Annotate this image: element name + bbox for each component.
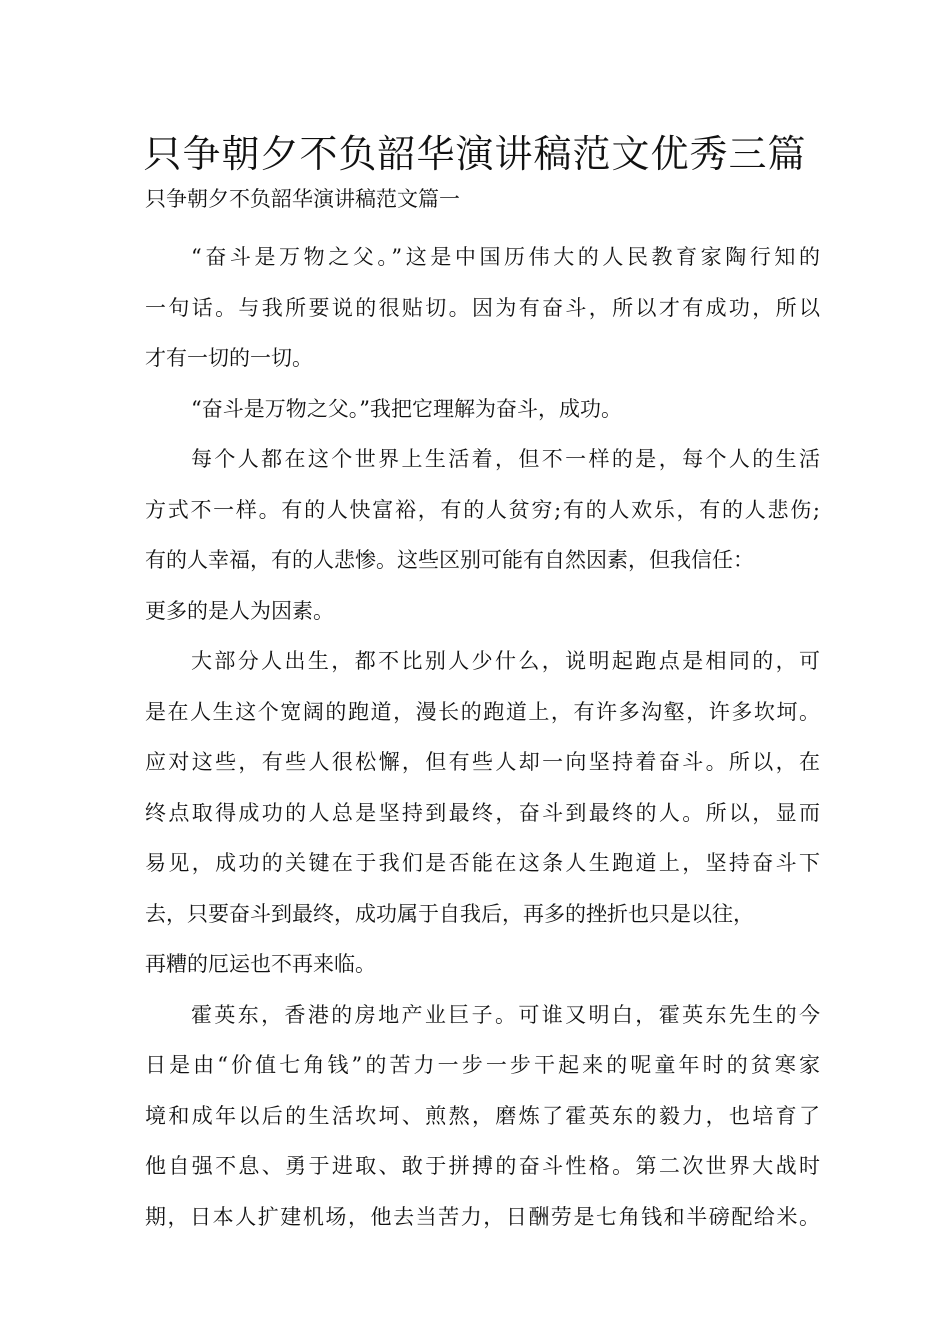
text-line: 一句话。与我所要说的很贴切。因为有奋斗，所以才有成功，所以 — [145, 295, 820, 320]
text-line: “奋斗是万物之父。”我把它理解为奋斗，成功。 — [191, 396, 622, 421]
text-line: 期，日本人扩建机场，他去当苦力，日酬劳是七角钱和半磅配给米。 — [145, 1204, 820, 1229]
paragraph — [145, 434, 820, 636]
text-line: 才有一切的一切。 — [145, 346, 313, 370]
paragraph — [145, 384, 820, 435]
text-line: 方式不一样。有的人快富裕，有的人贫穷;有的人欢乐，有的人悲伤; — [145, 497, 820, 522]
text-line: 应对这些，有些人很松懈，但有些人却一向坚持着奋斗。所以，在 — [145, 750, 820, 774]
text-line: 终点取得成功的人总是坚持到最终，奋斗到最终的人。所以，显而 — [145, 800, 820, 825]
text-line: 他自强不息、勇于进取、敢于拼搏的奋斗性格。第二次世界大战时 — [145, 1154, 820, 1178]
text-line: 霍英东，香港的房地产业巨子。可谁又明白，霍英东先生的今 — [191, 1002, 820, 1027]
text-line: 去，只要奋斗到最终，成功属于自我后，再多的挫折也只是以往， — [145, 901, 754, 926]
text-line: 有的人幸福，有的人悲惨。这些区别可能有自然因素，但我信任： — [145, 548, 754, 572]
paragraph — [145, 232, 820, 384]
text-line: 再糟的厄运也不再来临。 — [145, 952, 376, 976]
text-line: 易见，成功的关键在于我们是否能在这条人生跑道上，坚持奋斗下 — [145, 851, 820, 875]
text-line: “奋斗是万物之父。”这是中国历伟大的人民教育家陶行知的 — [191, 245, 820, 269]
text-line: 境和成年以后的生活坎坷、煎熬，磨炼了霍英东的毅力，也培育了 — [145, 1103, 820, 1128]
document-title: 只争朝夕不负韶华演讲稿范文优秀三篇 — [143, 132, 807, 176]
paragraph — [145, 990, 820, 1243]
text-line: 日是由“价值七角钱”的苦力一步一步干起来的呢童年时的贫寒家 — [145, 1053, 820, 1077]
paragraph — [145, 636, 820, 990]
text-line: 每个人都在这个世界上生活着，但不一样的是，每个人的生活 — [191, 447, 820, 471]
document-body — [145, 232, 820, 1242]
text-line: 更多的是人为因素。 — [145, 598, 334, 623]
text-line: 是在人生这个宽阔的跑道，漫长的跑道上，有许多沟壑，许多坎坷。 — [145, 699, 820, 724]
text-line: 大部分人出生，都不比别人少什么，说明起跑点是相同的，可 — [191, 649, 820, 673]
section-heading: 只争朝夕不负韶华演讲稿范文篇一 — [145, 187, 460, 211]
